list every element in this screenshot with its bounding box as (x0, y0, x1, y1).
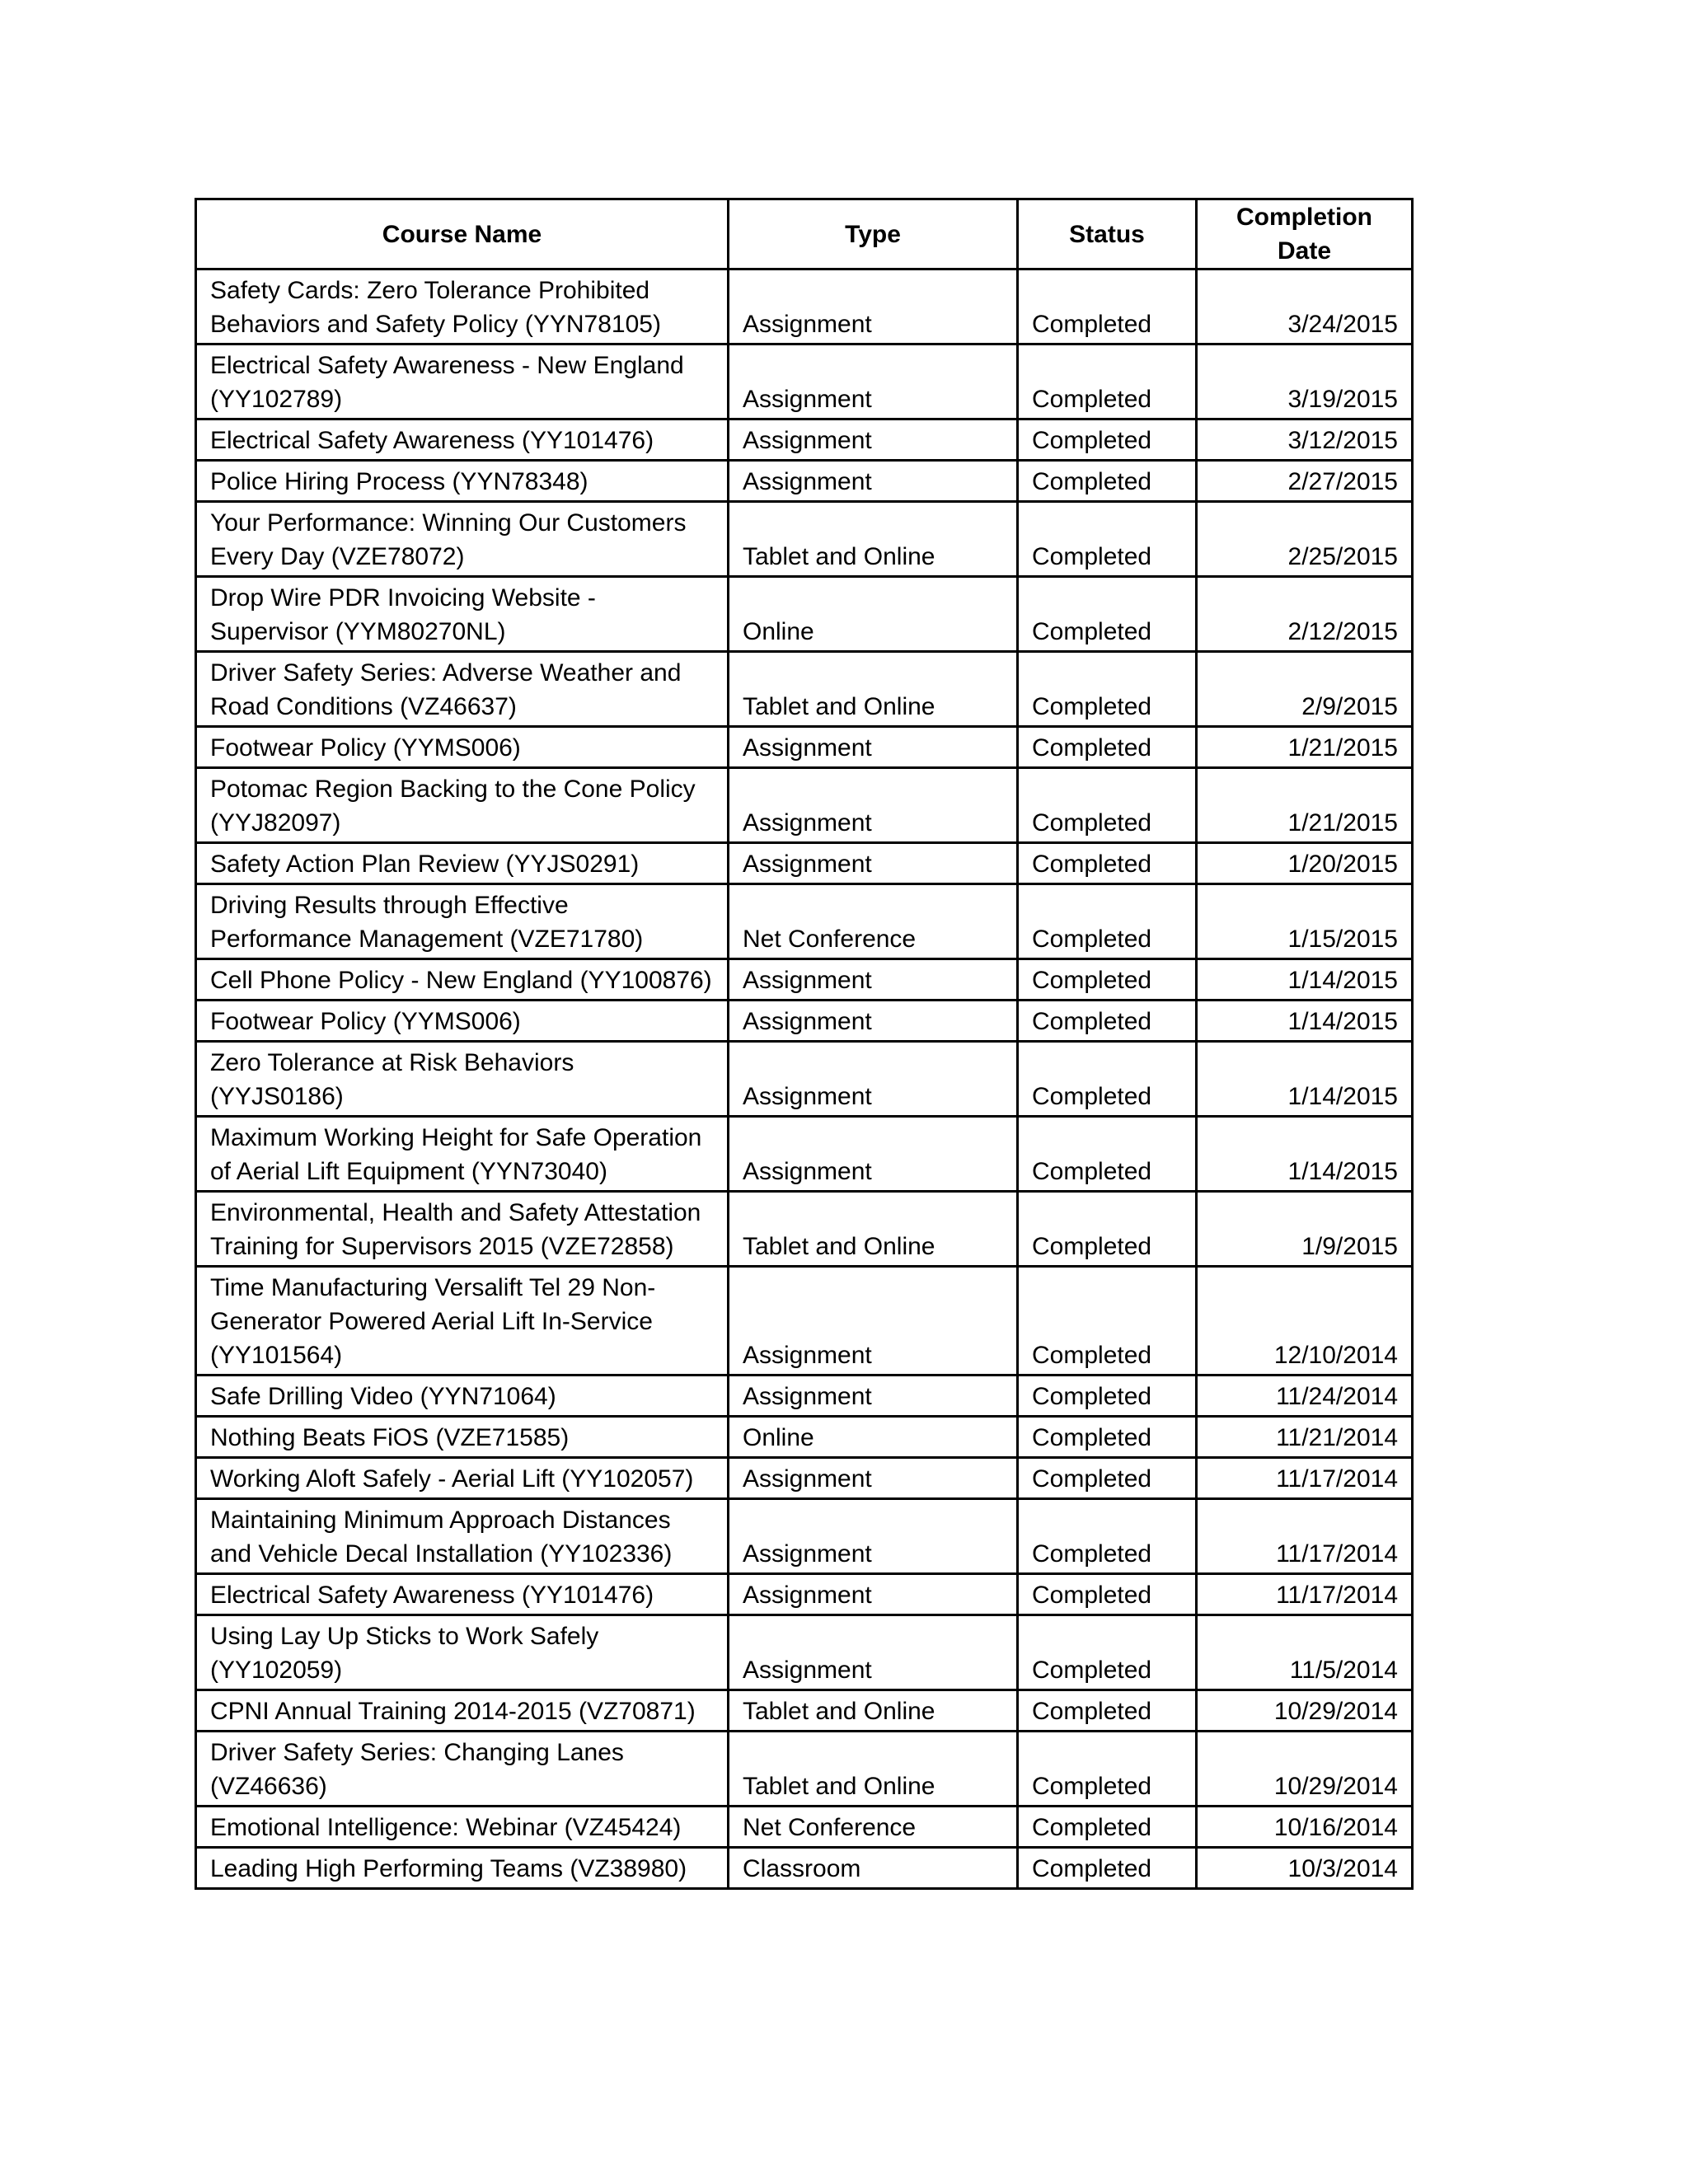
status-cell: Completed (1018, 1376, 1197, 1417)
course-name-cell: Maximum Working Height for Safe Operation of Aerial Lift Equipment (YYN73040) (196, 1117, 729, 1192)
status-cell: Completed (1018, 1042, 1197, 1117)
type-cell: Net Conference (729, 884, 1018, 959)
completion-date-cell: 1/21/2015 (1197, 768, 1413, 843)
completion-date-cell: 11/24/2014 (1197, 1376, 1413, 1417)
table-row (196, 652, 1413, 727)
completion-date-cell: 1/14/2015 (1197, 959, 1413, 1001)
table-row (196, 1690, 1413, 1732)
course-name-cell: Electrical Safety Awareness (YY101476) (196, 1574, 729, 1615)
table-row (196, 577, 1413, 652)
table-row (196, 884, 1413, 959)
type-cell: Assignment (729, 1615, 1018, 1690)
completion-date-cell: 2/12/2015 (1197, 577, 1413, 652)
status-cell: Completed (1018, 1574, 1197, 1615)
type-cell: Assignment (729, 269, 1018, 344)
status-cell: Completed (1018, 577, 1197, 652)
status-cell: Completed (1018, 1807, 1197, 1848)
status-cell: Completed (1018, 1615, 1197, 1690)
completion-date-cell: 10/16/2014 (1197, 1807, 1413, 1848)
completion-date-cell: 2/9/2015 (1197, 652, 1413, 727)
table-row (196, 344, 1413, 419)
course-name-cell: Using Lay Up Sticks to Work Safely (YY102059) (196, 1615, 729, 1690)
completion-date-cell: 12/10/2014 (1197, 1267, 1413, 1376)
course-name-cell: Maintaining Minimum Approach Distances and Vehicle Decal Installation (YY102336) (196, 1499, 729, 1574)
course-name-cell: Driving Results through Effective Performance Management (VZE71780) (196, 884, 729, 959)
completion-date-cell: 1/14/2015 (1197, 1117, 1413, 1192)
table-row (196, 959, 1413, 1001)
course-name-cell: Time Manufacturing Versalift Tel 29 Non-Generator Powered Aerial Lift In-Service (YY101564) (196, 1267, 729, 1376)
course-name-cell: Footwear Policy (YYMS006) (196, 1001, 729, 1042)
completion-date-cell: 2/27/2015 (1197, 461, 1413, 502)
course-name-cell: Nothing Beats FiOS (VZE71585) (196, 1417, 729, 1458)
type-cell: Assignment (729, 461, 1018, 502)
status-cell: Completed (1018, 843, 1197, 884)
completion-date-cell: 1/15/2015 (1197, 884, 1413, 959)
type-cell: Assignment (729, 419, 1018, 461)
table-row (196, 1042, 1413, 1117)
type-header: Type (729, 199, 1018, 269)
course-name-cell: Drop Wire PDR Invoicing Website - Supervisor (YYM80270NL) (196, 577, 729, 652)
course-name-cell: Safe Drilling Video (YYN71064) (196, 1376, 729, 1417)
course-name-cell: Electrical Safety Awareness - New England (YY102789) (196, 344, 729, 419)
course-name-cell: Safety Cards: Zero Tolerance Prohibited Behaviors and Safety Policy (YYN78105) (196, 269, 729, 344)
header-row (196, 199, 1413, 269)
table-row (196, 1192, 1413, 1267)
status-cell: Completed (1018, 727, 1197, 768)
completion-date-cell: 11/17/2014 (1197, 1499, 1413, 1574)
table-row (196, 1499, 1413, 1574)
type-cell: Tablet and Online (729, 652, 1018, 727)
type-cell: Assignment (729, 843, 1018, 884)
status-cell: Completed (1018, 1690, 1197, 1732)
completion-date-cell: 10/29/2014 (1197, 1690, 1413, 1732)
course-name-cell: Potomac Region Backing to the Cone Policy (YYJ82097) (196, 768, 729, 843)
table-row (196, 1267, 1413, 1376)
status-cell: Completed (1018, 652, 1197, 727)
course-completion-sheet (195, 198, 1411, 1890)
table-row (196, 1001, 1413, 1042)
type-cell: Net Conference (729, 1807, 1018, 1848)
type-cell: Classroom (729, 1848, 1018, 1889)
type-cell: Assignment (729, 344, 1018, 419)
type-cell: Assignment (729, 1001, 1018, 1042)
table-row (196, 1117, 1413, 1192)
status-cell: Completed (1018, 502, 1197, 577)
type-cell: Tablet and Online (729, 1192, 1018, 1267)
completion-date-cell: 11/17/2014 (1197, 1574, 1413, 1615)
course-name-cell: Safety Action Plan Review (YYJS0291) (196, 843, 729, 884)
status-cell: Completed (1018, 1417, 1197, 1458)
type-cell: Tablet and Online (729, 1690, 1018, 1732)
completion-date-header: Completion Date (1197, 199, 1413, 269)
table-row (196, 1417, 1413, 1458)
type-cell: Assignment (729, 1376, 1018, 1417)
completion-date-cell: 2/25/2015 (1197, 502, 1413, 577)
completion-date-cell: 3/24/2015 (1197, 269, 1413, 344)
table-row (196, 1848, 1413, 1889)
course-table (195, 198, 1414, 1890)
type-cell: Assignment (729, 1117, 1018, 1192)
course-name-cell: CPNI Annual Training 2014-2015 (VZ70871) (196, 1690, 729, 1732)
type-cell: Online (729, 577, 1018, 652)
type-cell: Assignment (729, 1267, 1018, 1376)
type-cell: Assignment (729, 727, 1018, 768)
completion-date-cell: 1/14/2015 (1197, 1042, 1413, 1117)
status-cell: Completed (1018, 1732, 1197, 1807)
course-name-header: Course Name (196, 199, 729, 269)
table-row (196, 269, 1413, 344)
status-cell: Completed (1018, 1001, 1197, 1042)
status-cell: Completed (1018, 419, 1197, 461)
table-row (196, 1807, 1413, 1848)
course-name-cell: Driver Safety Series: Changing Lanes (VZ46636) (196, 1732, 729, 1807)
status-cell: Completed (1018, 768, 1197, 843)
table-row (196, 419, 1413, 461)
table-row (196, 461, 1413, 502)
course-name-cell: Your Performance: Winning Our Customers Every Day (VZE78072) (196, 502, 729, 577)
status-cell: Completed (1018, 1458, 1197, 1499)
type-cell: Assignment (729, 1042, 1018, 1117)
table-row (196, 502, 1413, 577)
status-header: Status (1018, 199, 1197, 269)
table-row (196, 1732, 1413, 1807)
type-cell: Assignment (729, 959, 1018, 1001)
completion-date-cell: 11/21/2014 (1197, 1417, 1413, 1458)
status-cell: Completed (1018, 1117, 1197, 1192)
type-cell: Online (729, 1417, 1018, 1458)
status-cell: Completed (1018, 344, 1197, 419)
status-cell: Completed (1018, 1267, 1197, 1376)
completion-date-cell: 1/14/2015 (1197, 1001, 1413, 1042)
course-name-cell: Cell Phone Policy - New England (YY100876) (196, 959, 729, 1001)
course-name-cell: Zero Tolerance at Risk Behaviors (YYJS0186) (196, 1042, 729, 1117)
status-cell: Completed (1018, 269, 1197, 344)
course-name-cell: Emotional Intelligence: Webinar (VZ45424) (196, 1807, 729, 1848)
type-cell: Assignment (729, 1458, 1018, 1499)
status-cell: Completed (1018, 959, 1197, 1001)
status-cell: Completed (1018, 884, 1197, 959)
type-cell: Assignment (729, 1574, 1018, 1615)
table-row (196, 1615, 1413, 1690)
table-row (196, 1458, 1413, 1499)
completion-date-cell: 10/3/2014 (1197, 1848, 1413, 1889)
course-name-cell: Working Aloft Safely - Aerial Lift (YY102057) (196, 1458, 729, 1499)
table-body (196, 269, 1413, 1889)
completion-date-cell: 1/21/2015 (1197, 727, 1413, 768)
completion-date-cell: 1/9/2015 (1197, 1192, 1413, 1267)
course-name-cell: Leading High Performing Teams (VZ38980) (196, 1848, 729, 1889)
completion-date-cell: 1/20/2015 (1197, 843, 1413, 884)
completion-date-cell: 3/12/2015 (1197, 419, 1413, 461)
type-cell: Tablet and Online (729, 502, 1018, 577)
table-row (196, 727, 1413, 768)
completion-date-cell: 10/29/2014 (1197, 1732, 1413, 1807)
course-name-cell: Environmental, Health and Safety Attestation Training for Supervisors 2015 (VZE72858) (196, 1192, 729, 1267)
status-cell: Completed (1018, 461, 1197, 502)
type-cell: Assignment (729, 1499, 1018, 1574)
table-row (196, 843, 1413, 884)
course-name-cell: Electrical Safety Awareness (YY101476) (196, 419, 729, 461)
table-row (196, 1376, 1413, 1417)
completion-date-cell: 11/5/2014 (1197, 1615, 1413, 1690)
status-cell: Completed (1018, 1192, 1197, 1267)
status-cell: Completed (1018, 1499, 1197, 1574)
type-cell: Assignment (729, 768, 1018, 843)
course-name-cell: Footwear Policy (YYMS006) (196, 727, 729, 768)
completion-date-cell: 11/17/2014 (1197, 1458, 1413, 1499)
completion-date-cell: 3/19/2015 (1197, 344, 1413, 419)
course-name-cell: Police Hiring Process (YYN78348) (196, 461, 729, 502)
status-cell: Completed (1018, 1848, 1197, 1889)
course-name-cell: Driver Safety Series: Adverse Weather and Road Conditions (VZ46637) (196, 652, 729, 727)
table-row (196, 768, 1413, 843)
type-cell: Tablet and Online (729, 1732, 1018, 1807)
table-row (196, 1574, 1413, 1615)
